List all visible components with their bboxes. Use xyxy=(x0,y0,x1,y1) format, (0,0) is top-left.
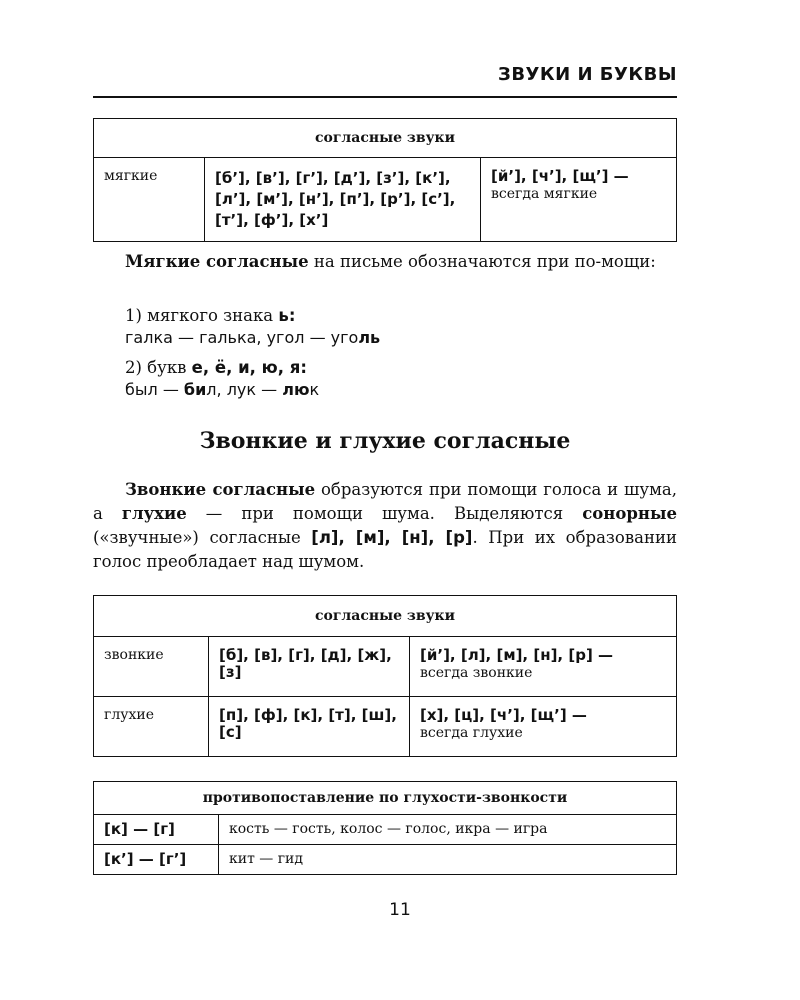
pair-cell: [к’] — [г’] xyxy=(94,845,219,875)
special-cell xyxy=(481,158,677,242)
voiced-paragraph xyxy=(93,478,677,574)
voiceless-bold: глухие xyxy=(121,504,187,523)
example2-part-a: был — xyxy=(125,380,184,399)
soft-intro-paragraph xyxy=(93,250,677,274)
sonorant-bold: сонорные xyxy=(582,504,677,523)
item1-letter: ь xyxy=(278,306,289,325)
header-rule xyxy=(93,96,677,98)
examples-cell: кит — гид xyxy=(219,845,677,875)
row-label: мягкие xyxy=(94,158,205,242)
item2-colon: : xyxy=(300,358,307,377)
special-sounds: [й’], [ч’], [щ’] — xyxy=(491,167,629,185)
item1-colon: : xyxy=(288,306,296,325)
special-note: всегда звонкие xyxy=(420,665,533,681)
voiced-text-4: . При их образовании голос преобладает над шумом. xyxy=(93,528,677,571)
soft-example-2 xyxy=(125,378,677,402)
sounds-cell: [б], [в], [г], [д], [ж], [з] xyxy=(209,637,410,697)
sonorant-sounds: [л], [м], [н], [р] xyxy=(311,528,473,547)
table-heading: согласные звуки xyxy=(94,596,677,637)
voiced-text-1: образуются при помощи голоса и шума, а xyxy=(93,480,677,523)
example1-highlight: ль xyxy=(358,328,381,347)
soft-sounds-cell: [б’], [в’], [г’], [д’], [з’], [к’], [л’], [м’], [н’], [п’], [р’], [с’], [т’], [ф’], [х’] xyxy=(205,158,481,242)
voiced-text-3: («звучные») согласные xyxy=(93,528,312,547)
special-cell xyxy=(410,697,677,757)
special-sounds: [й’], [л], [м], [н], [р] — xyxy=(420,646,614,664)
voiced-text-2: — при помощи шума. Выделяются xyxy=(186,504,583,523)
pair-cell: [к] — [г] xyxy=(94,815,219,845)
special-sounds: [х], [ц], [ч’], [щ’] — xyxy=(420,706,587,724)
section-title: Звонкие и глухие согласные xyxy=(199,428,571,454)
voiced-voiceless-table xyxy=(93,595,677,757)
page-number: 11 xyxy=(389,900,411,920)
example2-part-c: к xyxy=(309,380,320,399)
row-label: глухие xyxy=(94,697,209,757)
row-label: звонкие xyxy=(94,637,209,697)
opposition-table xyxy=(93,781,677,875)
soft-item-2 xyxy=(125,356,677,380)
example2-highlight-b: лю xyxy=(282,380,310,399)
soft-consonants-table xyxy=(93,118,677,242)
voiced-bold: Звонкие согласные xyxy=(125,480,316,499)
sounds-cell: [п], [ф], [к], [т], [ш], [с] xyxy=(209,697,410,757)
special-note: всегда мягкие xyxy=(491,186,598,202)
example1-part: галка — галька, угол — уго xyxy=(125,328,359,347)
item2-text: 2) букв xyxy=(125,358,192,377)
table-heading: противопоставление по глухости-звонкости xyxy=(94,782,677,815)
page-header: ЗВУКИ И БУКВЫ xyxy=(498,64,677,85)
examples-cell: кость — гость, колос — голос, икра — игра xyxy=(219,815,677,845)
special-note: всегда глухие xyxy=(420,725,523,741)
example2-part-b: л, лук — xyxy=(206,380,283,399)
table-heading: согласные звуки xyxy=(94,119,677,158)
item1-text: 1) мягкого знака xyxy=(125,306,279,325)
item2-letters: е, ё, и, ю, я xyxy=(191,358,301,377)
soft-item-1 xyxy=(125,304,677,328)
soft-intro-bold: Мягкие согласные xyxy=(125,252,309,271)
soft-intro-rest: на письме обозначаются при по-мощи: xyxy=(308,252,656,271)
example2-highlight-a: би xyxy=(183,380,207,399)
special-cell xyxy=(410,637,677,697)
soft-example-1 xyxy=(125,326,677,350)
